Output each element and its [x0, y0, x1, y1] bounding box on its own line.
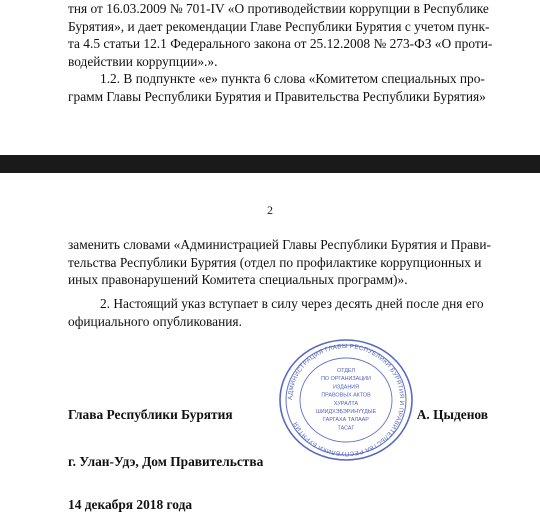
official-seal-stamp — [275, 338, 417, 462]
page-number: 2 — [267, 203, 273, 217]
seal-inner-line: ОТДЕЛ — [336, 368, 356, 374]
text-line: водействии коррупции».». — [68, 53, 218, 69]
text-line: заменить словами «Администрацией Главы Республики Бурятия и Прави- — [68, 237, 491, 252]
signing-date: 14 декабря 2018 года — [68, 497, 193, 512]
text-line: Бурятия», и дает рекомендации Главе Республики Бурятия с учетом пунк- — [68, 18, 490, 34]
signature-name: А. Цыденов — [416, 407, 488, 422]
seal-inner-line: ПО ОРГАНИЗАЦИИ — [321, 376, 371, 383]
seal-inner-line: ИЗДАНИЯ — [332, 384, 360, 391]
paragraph-continued — [68, 0, 493, 70]
seal-inner-line: ТАСАГ — [337, 425, 355, 432]
paragraph-replacement — [68, 236, 491, 289]
text-line: 2. Настоящий указ вступает в силу через десять дней после дня его — [100, 296, 484, 311]
paragraph-2 — [68, 295, 488, 330]
text-line: тельства Республики Бурятия (отдел по профилактике коррупционных и — [68, 254, 482, 270]
seal-inner-line: ГАРГАХА ТАЛААР — [323, 417, 369, 424]
text-line: иных правонарушений Комитета специальных программ)». — [68, 272, 408, 287]
paragraph-1-2 — [68, 70, 488, 105]
signature-title: Глава Республики Бурятия — [68, 407, 233, 422]
text-line: 1.2. В подпункте «е» пункта 6 слова «Комитетом специальных про- — [100, 71, 485, 86]
text-line: тня от 16.03.2009 № 701-IV «О противодействии коррупции в Республике — [68, 1, 489, 16]
seal-outer-text: АДМИНИСТРАЦИЯ ГЛАВЫ РЕСПУБЛИКИ БУРЯТИЯ И ПРАВИТЕЛЬСТВА РЕСПУБЛИКИ БУРЯТИЯ — [286, 342, 406, 458]
text-line: та 4.5 статьи 12.1 Федерального закона от 25.12.2008 № 273-ФЗ «О проти- — [68, 36, 493, 51]
text-line: грамм Главы Республики Бурятия и Правительства Республики Бурятия» — [68, 88, 486, 104]
place-of-signing: г. Улан-Удэ, Дом Правительства — [68, 454, 264, 469]
text-line: официального опубликования. — [68, 313, 242, 329]
seal-inner-line: ХУРАЛТА — [333, 400, 359, 407]
seal-inner-line: ШИИДХЭБЭРИНҮҮДЫЕ — [315, 409, 377, 415]
document-page-1 — [0, 0, 540, 155]
seal-inner-line: ПРАВОВЫХ АКТОВ — [321, 392, 371, 399]
page-separator — [0, 155, 540, 173]
